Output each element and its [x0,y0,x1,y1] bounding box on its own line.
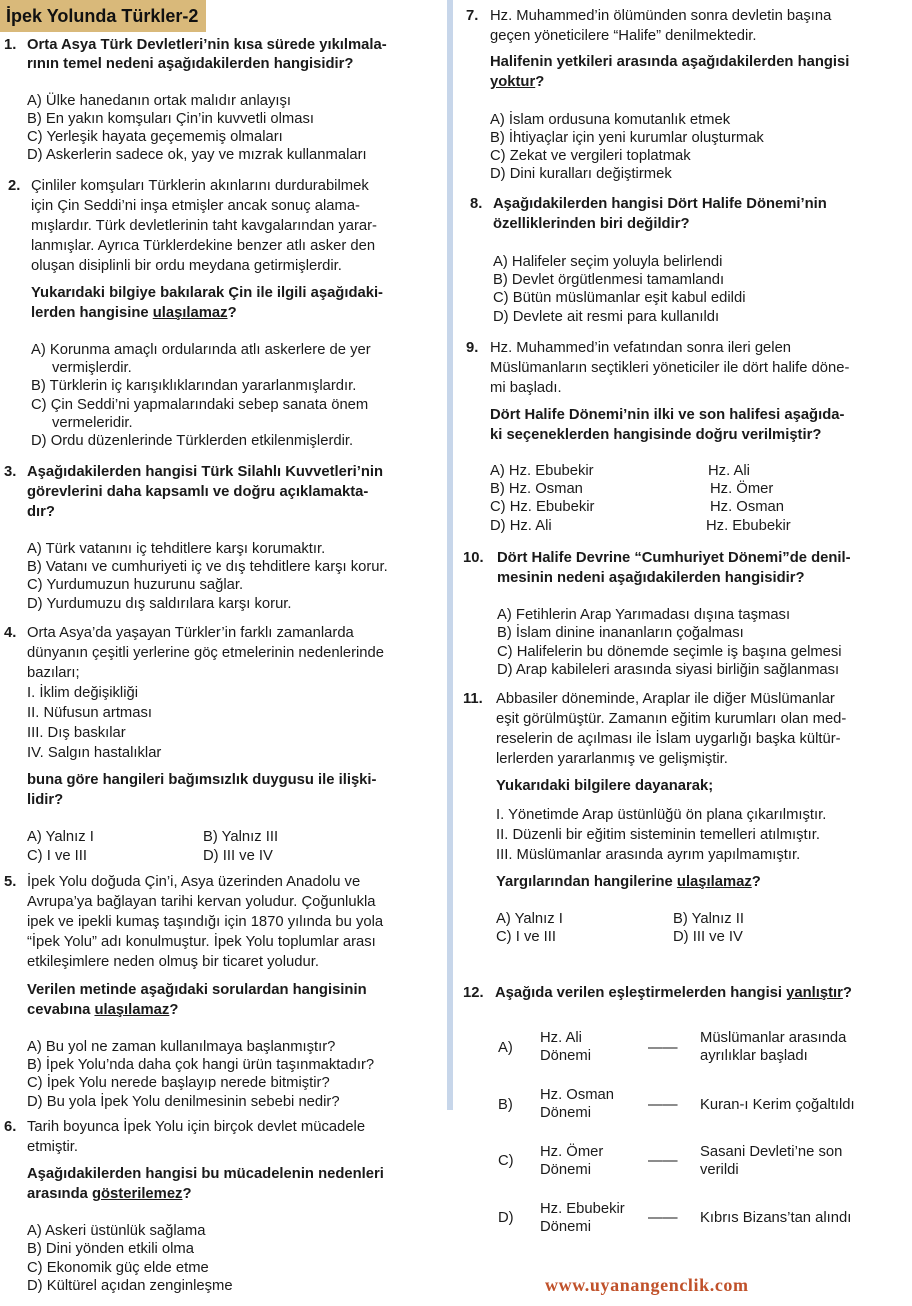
question-text: dünyanın çeşitli yerlerine göç etmelerinin nedenlerinde [27,645,384,661]
answer-option[interactable]: C) Yerleşik hayata geçememiş olmaları [27,129,283,145]
answer-option-cont: vermişlerdir. [52,360,132,376]
question-text: mışlardır. Türk devletlerinin taht kavgalarından yarar- [31,218,377,234]
question-text: etmiştir. [27,1139,78,1155]
question-number: 12. [463,985,484,1001]
question-stem: mesinin nedeni aşağıdakilerden hangisidir? [497,570,805,586]
match-period: Hz. Osman [540,1087,614,1103]
question-text: Tarih boyunca İpek Yolu için birçok devlet mücadele [27,1119,366,1135]
question-stem: Aşağıdakilerden hangisi Dört Halife Dönemi’nin [493,196,827,212]
answer-option[interactable]: C) Hz. Ebubekir [490,499,595,515]
question-stem: lerden hangisine ulaşılamaz? [31,305,237,321]
answer-option[interactable]: A) Korunma amaçlı ordularında atlı askerlere de yer [31,342,371,358]
question-text: Abbasiler döneminde, Araplar ile diğer Müslümanlar [496,691,835,707]
answer-option[interactable]: C) Yurdumuzun huzurunu sağlar. [27,577,244,593]
question-text: mi başladı. [490,380,562,396]
question-text: reselerin de açılması ile İslam uygarlığı başka kültür- [496,731,841,747]
question-number: 3. [4,464,17,480]
question-text: Avrupa’ya bağlayan tarihi kervan yoludur. Çoğunlukla [27,894,376,910]
answer-option[interactable]: A) Halifeler seçim yoluyla belirlendi [493,254,723,270]
question-number: 11. [463,691,483,707]
question-number: 8. [470,196,483,212]
question-text: İpek Yolu doğuda Çin’i, Asya üzerinden Anadolu ve [27,874,361,890]
answer-option[interactable]: B) Türklerin iç karışıklıklarından yararlanmışlardır. [31,378,357,394]
question-stem: Dört Halife Devrine “Cumhuriyet Dönemi”de denil- [497,550,851,566]
question-text: Hz. Muhammed’in vefatından sonra ileri gelen [490,340,792,356]
statement-item: I. İklim değişikliği [27,685,139,701]
match-event: Müslümanlar arasında [700,1030,847,1046]
match-dash: —— [648,1040,678,1056]
match-event: ayrılıklar başladı [700,1048,808,1064]
match-period: Dönemi [540,1105,591,1121]
answer-option[interactable]: A) Hz. Ebubekir [490,463,594,479]
website-footer[interactable]: www.uyanangenclik.com [545,1275,749,1295]
question-stem: Orta Asya Türk Devletleri’nin kısa sürede yıkılmala- [27,37,387,53]
question-text: Çinliler komşuları Türklerin akınlarını durdurabilmek [31,178,369,194]
question-number: 1. [4,37,17,53]
answer-option[interactable]: D) Dini kuralları değiştirmek [490,166,672,182]
question-stem: Aşağıdakilerden hangisi Türk Silahlı Kuvvetleri’nin [27,464,384,480]
answer-option[interactable]: C) Bütün müslümanlar eşit kabul edildi [493,290,746,306]
answer-option-second: Hz. Ali [708,463,750,479]
answer-option[interactable]: B) Yalnız III [203,829,279,845]
answer-option[interactable]: D) Arap kabileleri arasında siyasi birliğin sağlanması [497,662,840,678]
question-text: lerlerden yararlanmış ve gelişmiştir. [496,751,728,767]
statement-item: III. Dış baskılar [27,725,126,741]
answer-option[interactable]: D) Ordu düzenlerinde Türklerden etkilenmişlerdir. [31,433,354,449]
question-number: 10. [463,550,484,566]
answer-option[interactable]: D) Hz. Ali [490,518,552,534]
question-text: Müslümanların seçtikleri yöneticiler ile dört halife döne- [490,360,850,376]
answer-option[interactable]: D) III ve IV [203,848,273,864]
match-option-letter[interactable]: C) [498,1153,514,1169]
match-option-letter[interactable]: D) [498,1210,514,1226]
question-text: Orta Asya’da yaşayan Türkler’in farklı zamanlarda [27,625,354,641]
question-number: 7. [466,8,479,24]
answer-option[interactable]: C) Ekonomik güç elde etme [27,1260,209,1276]
answer-option[interactable]: A) Türk vatanını iç tehditlere karşı korumaktır. [27,541,326,557]
answer-option-second: Hz. Ebubekir [706,518,791,534]
match-event: Sasani Devleti’ne son [700,1144,843,1160]
answer-option[interactable]: C) Halifelerin bu dönemde seçimle iş başına gelmesi [497,644,842,660]
answer-option[interactable]: A) Yalnız I [496,911,563,927]
answer-option[interactable]: A) İslam ordusuna komutanlık etmek [490,112,731,128]
question-text: eşit görülmüştür. Zamanın eğitim kurumları olan med- [496,711,847,727]
column-divider [447,0,453,1110]
answer-option[interactable]: C) I ve III [27,848,88,864]
answer-option[interactable]: A) Ülke hanedanın ortak malıdır anlayışı [27,93,292,109]
statement-item: II. Düzenli bir eğitim sisteminin temelleri atılmıştır. [496,827,820,843]
question-text: “İpek Yolu” adı konulmuştur. İpek Yolu toplumlar arası [27,934,376,950]
answer-option[interactable]: D) Yurdumuzu dış saldırılara karşı korur. [27,596,292,612]
answer-option[interactable]: B) Hz. Osman [490,481,583,497]
answer-option[interactable]: D) Askerlerin sadece ok, yay ve mızrak kullanmaları [27,147,367,163]
match-period: Dönemi [540,1219,591,1235]
match-period: Dönemi [540,1162,591,1178]
match-option-letter[interactable]: B) [498,1097,513,1113]
answer-option[interactable]: D) Devlete ait resmi para kullanıldı [493,309,720,325]
answer-option[interactable]: A) Bu yol ne zaman kullanılmaya başlanmıştır? [27,1039,336,1055]
answer-option[interactable]: A) Askeri üstünlük sağlama [27,1223,206,1239]
statement-item: I. Yönetimde Arap üstünlüğü ön plana çıkarılmıştır. [496,807,827,823]
question-stem: özelliklerinden biri değildir? [493,216,690,232]
answer-option[interactable]: C) I ve III [496,929,557,945]
question-stem: Verilen metinde aşağıdaki sorulardan hangisinin [27,982,367,998]
answer-option[interactable]: C) Zekat ve vergileri toplatmak [490,148,691,164]
question-number: 5. [4,874,17,890]
match-option-letter[interactable]: A) [498,1040,513,1056]
question-text: etkileşimlere neden olmuş bir ticaret yoludur. [27,954,319,970]
statement-item: IV. Salgın hastalıklar [27,745,162,761]
match-period: Hz. Ömer [540,1144,604,1160]
question-number: 4. [4,625,17,641]
match-dash: —— [648,1097,678,1113]
question-number: 6. [4,1119,17,1135]
answer-option[interactable]: B) İpek Yolu’nda daha çok hangi ürün taşınmaktadır? [27,1057,375,1073]
answer-option-second: Hz. Ömer [710,481,774,497]
page-title: İpek Yolunda Türkler-2 [0,0,206,32]
match-period: Hz. Ali [540,1030,582,1046]
question-stem: Aşağıdakilerden hangisi bu mücadelenin nedenleri [27,1166,384,1182]
answer-option-cont: vermeleridir. [52,415,133,431]
answer-option-second: Hz. Osman [710,499,784,515]
question-stem: Yukarıdaki bilgilere dayanarak; [496,778,714,794]
answer-option[interactable]: B) İhtiyaçlar için yeni kurumlar oluşturmak [490,130,764,146]
answer-option[interactable]: D) Bu yola İpek Yolu denilmesinin sebebi nedir? [27,1094,340,1110]
statement-item: III. Müslümanlar arasında ayrım yapılmamıştır. [496,847,801,863]
question-text: oluşan disiplinli bir ordu meydana getirmişlerdir. [31,258,342,274]
question-stem: yoktur? [490,74,545,90]
question-stem: Halifenin yetkileri arasında aşağıdakilerden hangisi [490,54,850,70]
question-stem: dır? [27,504,55,520]
match-event: verildi [700,1162,739,1178]
answer-option[interactable]: D) III ve IV [673,929,743,945]
question-text: için Çin Seddi’ni inşa etmişler ancak sonuç alama- [31,198,360,214]
question-text: ipek ve ipekli kumaş taşındığı için 1870 yılında bu yola [27,914,384,930]
answer-option[interactable]: C) İpek Yolu nerede başlayıp nerede bitmiştir? [27,1075,330,1091]
answer-option[interactable]: B) Devlet örgütlenmesi tamamlandı [493,272,725,288]
match-dash: —— [648,1210,678,1226]
match-dash: —— [648,1153,678,1169]
answer-option[interactable]: A) Yalnız I [27,829,94,845]
question-stem: Aşağıda verilen eşleştirmelerden hangisi yanlıştır? [495,985,852,1001]
question-stem: lidir? [27,792,64,808]
question-text: bazıları; [27,665,80,681]
question-stem: cevabına ulaşılamaz? [27,1002,179,1018]
answer-option[interactable]: B) Yalnız II [673,911,745,927]
question-stem: Yargılarından hangilerine ulaşılamaz? [496,874,761,890]
question-text: lanmışlar. Ayrıca Türklerdekine benzer atlı asker den [31,238,376,254]
question-stem: Yukarıdaki bilgiye bakılarak Çin ile ilgili aşağıdaki- [31,285,383,301]
answer-option[interactable]: B) İslam dinine inananların çoğalması [497,625,744,641]
answer-option[interactable]: D) Kültürel açıdan zenginleşme [27,1278,233,1294]
match-event: Kuran-ı Kerim çoğaltıldı [700,1097,855,1113]
answer-option[interactable]: B) Dini yönden etkili olma [27,1241,194,1257]
answer-option[interactable]: B) Vatanı ve cumhuriyeti iç ve dış tehditlere karşı korur. [27,559,388,575]
question-stem: Dört Halife Dönemi’nin ilki ve son halifesi aşağıda- [490,407,845,423]
question-stem: arasında gösterilemez? [27,1186,192,1202]
match-event: Kıbrıs Bizans’tan alındı [700,1210,852,1226]
answer-option[interactable]: C) Çin Seddi’ni yapmalarındaki sebep sanata önem [31,397,369,413]
match-period: Dönemi [540,1048,591,1064]
question-text: Hz. Muhammed’in ölümünden sonra devletin başına [490,8,832,24]
question-number: 2. [8,178,21,194]
match-period: Hz. Ebubekir [540,1201,625,1217]
question-stem: rının temel nedeni aşağıdakilerden hangisidir? [27,56,354,72]
answer-option[interactable]: B) En yakın komşuları Çin’in kuvvetli olması [27,111,314,127]
question-text: geçen yöneticilere “Halife” denilmektedir. [490,28,757,44]
answer-option[interactable]: A) Fetihlerin Arap Yarımadası dışına taşması [497,607,791,623]
question-number: 9. [466,340,479,356]
question-stem: buna göre hangileri bağımsızlık duygusu ile ilişki- [27,772,377,788]
statement-item: II. Nüfusun artması [27,705,153,721]
question-stem: ki seçeneklerden hangisinde doğru verilmiştir? [490,427,822,443]
question-stem: görevlerini daha kapsamlı ve doğru açıklamakta- [27,484,369,500]
